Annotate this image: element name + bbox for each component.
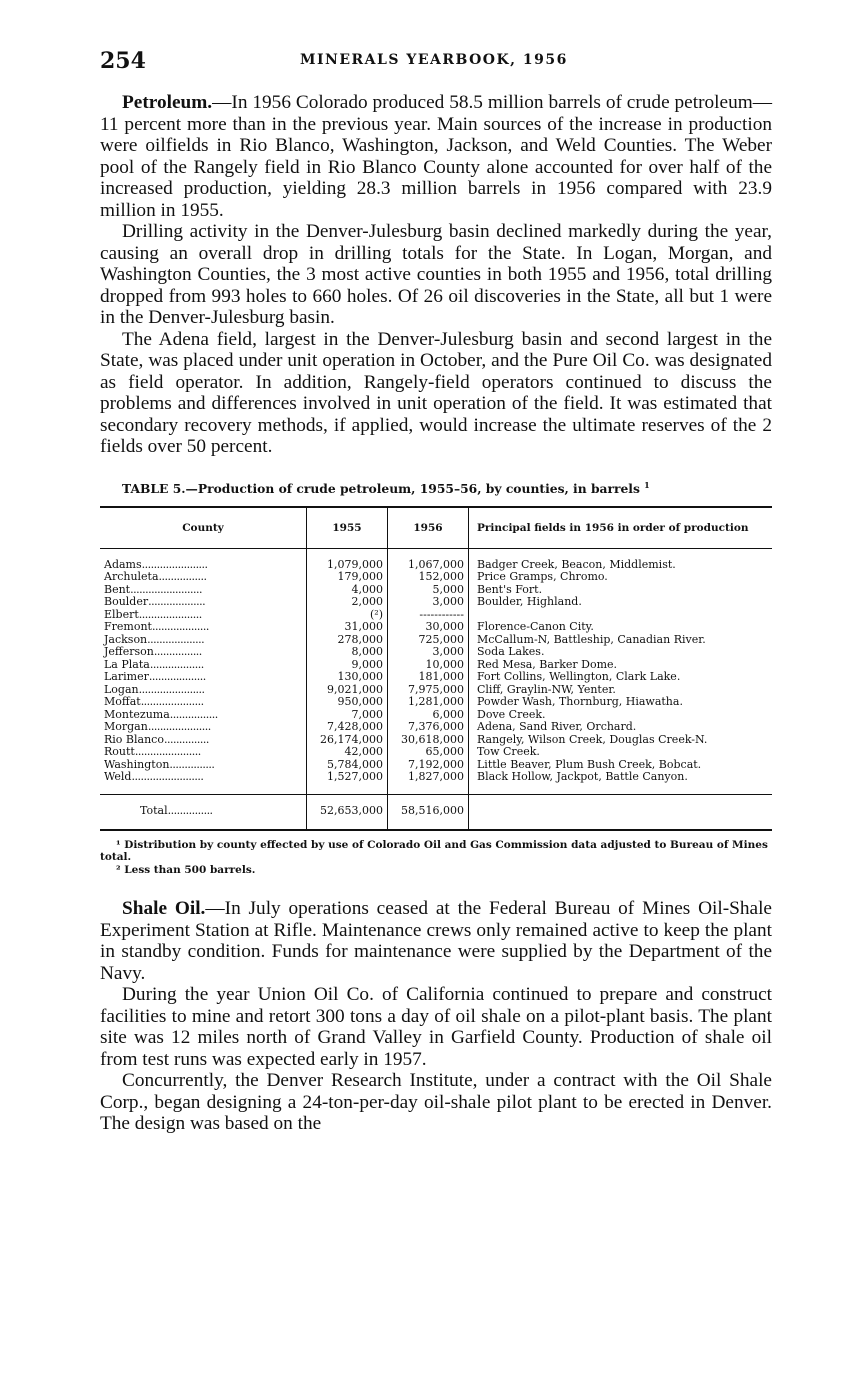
leader-dots: ................ (169, 707, 218, 721)
principal-fields-cell: Cliff, Graylin-NW, Yenter. (477, 682, 616, 696)
value-1956-cell: 725,000 (388, 634, 469, 647)
header-county: County (100, 507, 307, 549)
value-1955-cell: 26,174,000 (307, 734, 388, 747)
value-1955-cell: (²) (307, 609, 388, 622)
shale-lead: Shale Oil. (122, 898, 206, 920)
principal-fields-cell: McCallum-N, Battleship, Canadian River. (477, 632, 706, 646)
value-1956-cell: 30,000 (388, 621, 469, 634)
principal-fields-cell: Rangely, Wilson Creek, Douglas Creek-N. (477, 732, 708, 746)
county-name: Elbert (104, 607, 139, 621)
value-1955-cell: 7,428,000 (307, 721, 388, 734)
value-1956-cell: 1,067,000 (388, 559, 469, 572)
total-fields-cell (469, 794, 773, 830)
shale-oil-section (100, 898, 772, 1135)
county-name: Rio Blanco (104, 732, 164, 746)
principal-fields-cell: Red Mesa, Barker Dome. (477, 657, 618, 671)
value-1956-cell: 1,281,000 (388, 696, 469, 709)
value-1956-cell: 152,000 (388, 571, 469, 584)
page (100, 48, 772, 1135)
value-1956-cell: 3,000 (388, 596, 469, 609)
value-1956-cell: 3,000 (388, 646, 469, 659)
value-1955-cell: 4,000 (307, 584, 388, 597)
header-1956: 1956 (388, 507, 469, 549)
value-1956-cell: 1,827,000 (388, 771, 469, 784)
county-name: Bent (104, 582, 131, 596)
leader-dots: ................ (158, 570, 207, 584)
leader-dots: ..................... (140, 695, 204, 709)
county-name: Washington (104, 757, 170, 771)
shale-paragraph-2: During the year Union Oil Co. of California continued to prepare and construct facilities to mine and retort 300 tons a day of oil shale on a pilot-plant basis. The plant site was 12 miles north of Grand Valley in Garfield County. Production of shale oil from test runs was expected early in 1957. (100, 984, 772, 1070)
footnote-1: ¹ Distribution by county effected by use of Colorado Oil and Gas Commission data adjusted to Bureau of Mines total. (100, 838, 768, 864)
leader-dots: ...................... (134, 745, 201, 759)
table-body (100, 548, 772, 784)
shale-paragraph-1 (100, 898, 772, 984)
total-leader-dots: ............... (167, 804, 213, 818)
leader-dots: ........................ (131, 770, 204, 784)
shale-p1-text: —In July operations ceased at the Federal Bureau of Mines Oil-Shale Experiment Station at Rifle. Maintenance crews only remained active to keep the plant in standby condition. Funds for maintenance were supplied by the Department of the Navy. (100, 898, 772, 984)
value-1955-cell: 1,079,000 (307, 559, 388, 572)
value-1956-cell: 7,192,000 (388, 759, 469, 772)
value-1956-cell: 5,000 (388, 584, 469, 597)
leader-dots: .................. (149, 657, 204, 671)
value-1955-cell: 2,000 (307, 596, 388, 609)
principal-fields-cell: Florence-Canon City. (477, 620, 594, 634)
table-row (100, 771, 772, 784)
petroleum-p1-text: —In 1956 Colorado produced 58.5 million barrels of crude petroleum—11 percent more than in the previous year. Main sources of the increase in production were oilfields in Rio Blanco, Washington, Jackson, and Weld Counties. The Weber pool of the Rangely field in Rio Blanco County alone accounted for over half of the increased production, yielding 28.3 million barrels in 1956 compared with 23.9 million in 1955. (100, 92, 772, 221)
value-1956-cell: 181,000 (388, 671, 469, 684)
principal-fields-cell: Soda Lakes. (477, 645, 545, 659)
county-name: Morgan (104, 720, 148, 734)
value-1955-cell: 9,000 (307, 659, 388, 672)
header-principal-fields: Principal fields in 1956 in order of production (469, 507, 773, 549)
county-name: Adams (104, 557, 142, 571)
leader-dots: ............... (169, 757, 215, 771)
principal-fields-cell: Dove Creek. (477, 707, 546, 721)
petroleum-paragraph-3: The Adena field, largest in the Denver-Julesburg basin and second largest in the State, was placed under unit operation in October, and the Pure Oil Co. was designated as field operator. In addition, Rangely-field operators continued to discuss the problems and differences involved in unit operation of the field. It was estimated that secondary recovery methods, if applied, would increase the ultimate reserves of the 2 fields over 50 percent. (100, 328, 772, 457)
value-1956-cell: ------------ (388, 609, 469, 622)
leader-dots: ................... (147, 632, 205, 646)
value-1956-cell: 7,975,000 (388, 684, 469, 697)
county-name: Jackson (104, 632, 148, 646)
running-head (100, 48, 772, 78)
table-caption-footnote-mark: 1 (644, 479, 650, 490)
total-1955: 52,653,000 (307, 794, 388, 830)
value-1955-cell: 179,000 (307, 571, 388, 584)
principal-fields-cell: Bent's Fort. (477, 582, 543, 596)
total-label-cell (100, 794, 307, 830)
value-1956-cell: 7,376,000 (388, 721, 469, 734)
petroleum-paragraph-1 (100, 92, 772, 221)
county-name: Montezuma (104, 707, 170, 721)
county-name: Jefferson (104, 645, 154, 659)
leader-dots: ..................... (138, 607, 202, 621)
table-total-row (100, 794, 772, 830)
table-header-row (100, 507, 772, 549)
county-name: Archuleta (104, 570, 159, 584)
value-1956-cell: 65,000 (388, 746, 469, 759)
county-name: Routt (104, 745, 135, 759)
value-1955-cell: 31,000 (307, 621, 388, 634)
county-name: Weld (104, 770, 132, 784)
value-1955-cell: 1,527,000 (307, 771, 388, 784)
leader-dots: ................... (151, 620, 209, 634)
county-name: La Plata (104, 657, 150, 671)
principal-fields-cell: Adena, Sand River, Orchard. (477, 720, 637, 734)
county-name: Larimer (104, 670, 149, 684)
principal-fields-cell: Little Beaver, Plum Bush Creek, Bobcat. (477, 757, 702, 771)
shale-paragraph-3: Concurrently, the Denver Research Institute, under a contract with the Oil Shale Corp., began designing a 24-ton-per-day oil-shale pilot plant to be erected in Denver. The design was based on the (100, 1070, 772, 1135)
value-1956-cell: 10,000 (388, 659, 469, 672)
principal-fields-cell: Fort Collins, Wellington, Clark Lake. (477, 670, 681, 684)
production-table (100, 506, 772, 831)
leader-dots: ................... (148, 595, 206, 609)
total-label: Total (140, 804, 168, 818)
leader-dots: ............... (163, 732, 209, 746)
leader-dots: ................ (153, 645, 202, 659)
petroleum-section (100, 92, 772, 458)
table-caption (100, 480, 772, 496)
county-cell (100, 771, 307, 784)
principal-fields-cell: Tow Creek. (477, 745, 540, 759)
value-1955-cell: 9,021,000 (307, 684, 388, 697)
value-1955-cell: 130,000 (307, 671, 388, 684)
value-1955-cell: 7,000 (307, 709, 388, 722)
petroleum-lead: Petroleum. (122, 92, 213, 113)
leader-dots: ........................ (130, 582, 203, 596)
leader-dots: ..................... (147, 720, 211, 734)
page-number: 254 (100, 48, 146, 74)
header-1955: 1955 (307, 507, 388, 549)
principal-fields-cell: Badger Creek, Beacon, Middlemist. (477, 557, 676, 571)
petroleum-paragraph-2: Drilling activity in the Denver-Julesburg basin declined markedly during the year, causing an overall drop in drilling totals for the State. In Logan, Morgan, and Washington Counties, the 3 most active counties in both 1955 and 1956, total drilling dropped from 993 holes to 660 holes. Of 26 oil discoveries in the State, all but 1 were in the Denver-Julesburg basin. (100, 221, 772, 328)
leader-dots: ...................... (141, 557, 208, 571)
running-title: MINERALS YEARBOOK, 1956 (300, 52, 568, 68)
value-1955-cell: 278,000 (307, 634, 388, 647)
value-1956-cell: 6,000 (388, 709, 469, 722)
table-footnotes (100, 839, 772, 877)
total-1956: 58,516,000 (388, 794, 469, 830)
value-1955-cell: 8,000 (307, 646, 388, 659)
leader-dots: ...................... (138, 682, 205, 696)
value-1956-cell: 30,618,000 (388, 734, 469, 747)
principal-fields-cell: Boulder, Highland. (477, 595, 582, 609)
county-name: Fremont (104, 620, 152, 634)
county-name: Boulder (104, 595, 149, 609)
county-name: Logan (104, 682, 139, 696)
value-1955-cell: 5,784,000 (307, 759, 388, 772)
value-1955-cell: 950,000 (307, 696, 388, 709)
value-1955-cell: 42,000 (307, 746, 388, 759)
principal-fields-cell: Powder Wash, Thornburg, Hiawatha. (477, 695, 683, 709)
table-caption-text: TABLE 5.—Production of crude petroleum, 1955–56, by counties, in barrels (122, 480, 640, 496)
footnote-2: ² Less than 500 barrels. (116, 863, 256, 876)
principal-fields-cell: Price Gramps, Chromo. (477, 570, 608, 584)
principal-fields-cell: Black Hollow, Jackpot, Battle Canyon. (477, 770, 688, 784)
leader-dots: ................... (148, 670, 206, 684)
county-name: Moffat (104, 695, 141, 709)
